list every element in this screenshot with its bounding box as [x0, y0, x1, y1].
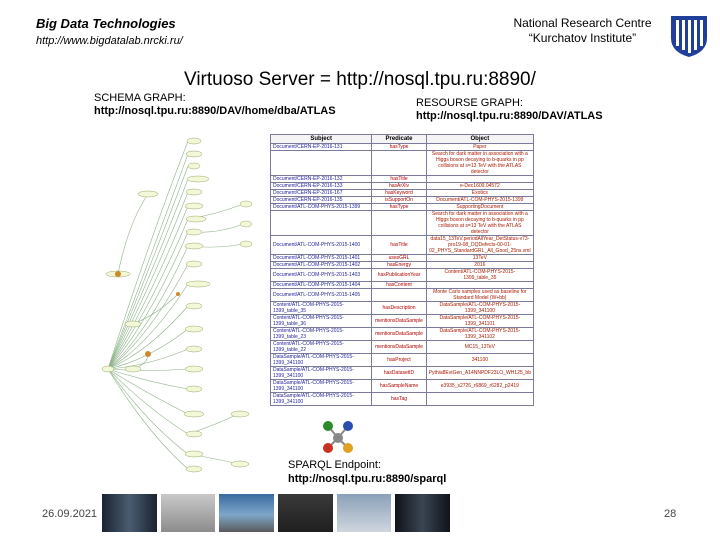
table-cell: Content/ATL-COM-PHYS-2015-1399_table_23	[271, 328, 372, 341]
table-cell: mentionsDataSample	[372, 341, 426, 354]
table-cell	[372, 289, 426, 302]
table-cell: Document/ATL-COM-PHYS-2015-1399	[426, 197, 533, 204]
table-cell: Document/ATL-COM-PHYS-2015-1403	[271, 269, 372, 282]
table-row	[271, 289, 534, 302]
header-org	[500, 16, 665, 46]
table-cell: hasPublicationYear	[372, 269, 426, 282]
table-cell: hasType	[372, 144, 426, 151]
sparql-molecule-icon	[318, 416, 358, 456]
resource-graph-label: RESOURSE GRAPH:	[416, 97, 523, 109]
table-row	[271, 269, 534, 282]
table-cell: Search for dark matter in association with a Higgs boson decaying to b-quarks in pp collisions at s=13 TeV with the ATLAS detector	[426, 211, 533, 236]
table-row	[271, 204, 534, 211]
sparql-endpoint	[288, 458, 446, 486]
table-cell: Paper	[426, 144, 533, 151]
column-header: Object	[426, 135, 533, 144]
table-cell: hasKeyword	[372, 190, 426, 197]
table-cell	[372, 211, 426, 236]
resource-triples-table	[270, 134, 534, 406]
table-cell: DataSample/ATL-COM-PHYS-2015-1399_341100	[271, 367, 372, 380]
table-cell: Document/CERN-EP-2016-131	[271, 144, 372, 151]
org-line1: National Research Centre	[513, 16, 652, 30]
table-cell: hasSampleName	[372, 380, 426, 393]
table-cell: hasEnergy	[372, 262, 426, 269]
table-row	[271, 211, 534, 236]
table-cell: hasDescription	[372, 302, 426, 315]
table-cell: e3935_s2726_r6869_r6282_p2419	[426, 380, 533, 393]
kurchatov-logo-icon	[667, 12, 711, 58]
table-cell: MC15_13TeV	[426, 341, 533, 354]
table-row	[271, 354, 534, 367]
resource-graph-url[interactable]: http://nosql.tpu.ru:8890/DAV/ATLAS	[416, 110, 603, 122]
table-row	[271, 151, 534, 176]
table-cell: hasArXiv	[372, 183, 426, 190]
table-cell: Document/CERN-EP-2016-135	[271, 197, 372, 204]
schema-graph-url[interactable]: http://nosql.tpu.ru:8890/DAV/home/dba/ATLAS	[94, 105, 336, 117]
table-cell	[271, 211, 372, 236]
page-number: 28	[664, 508, 677, 520]
table-cell: hasTag	[372, 393, 426, 406]
datacenter-photo	[161, 494, 216, 532]
table-row	[271, 393, 534, 406]
table-cell: usesGRL	[372, 255, 426, 262]
table-cell: hasContent	[372, 282, 426, 289]
table-cell: Pythia8EvtGen_A14NNPDF23LO_WH125_bb	[426, 367, 533, 380]
table-row	[271, 302, 534, 315]
table-cell: DataSample/ATL-COM-PHYS-2015-1399_341101	[426, 315, 533, 328]
footer-date: 26.09.2021	[42, 508, 98, 520]
table-cell: 13TeV	[426, 255, 533, 262]
header-url[interactable]: http://www.bigdatalab.nrcki.ru/	[36, 35, 183, 47]
table-cell: DataSample/ATL-COM-PHYS-2015-1399_341100	[271, 354, 372, 367]
table-cell: DataSample/ATL-COM-PHYS-2015-1399_341102	[426, 328, 533, 341]
datacenter-photo	[219, 494, 274, 532]
table-cell: Document/CERN-EP-2016-133	[271, 183, 372, 190]
column-header: Subject	[271, 135, 372, 144]
resource-graph-heading	[416, 97, 603, 123]
column-header: Predicate	[372, 135, 426, 144]
table-cell: Document/CERN-EP-2016-132	[271, 176, 372, 183]
table-cell: 341100	[426, 354, 533, 367]
header-left	[36, 16, 183, 47]
table-row	[271, 341, 534, 354]
table-cell: 2016	[426, 262, 533, 269]
table-cell	[271, 151, 372, 176]
table-cell: Document/ATL-COM-PHYS-2015-1402	[271, 262, 372, 269]
table-cell: SupportingDocument	[426, 204, 533, 211]
datacenter-photo	[102, 494, 157, 532]
slide-title: Virtuoso Server = http://nosql.tpu.ru:8890/	[184, 69, 536, 90]
sparql-url[interactable]: http://nosql.tpu.ru:8890/sparql	[288, 473, 447, 485]
datacenter-photo	[337, 494, 392, 532]
table-cell: DataSample/ATL-COM-PHYS-2015-1399_341100	[271, 380, 372, 393]
table-row	[271, 282, 534, 289]
table-row	[271, 190, 534, 197]
header-title: Big Data Technologies	[36, 16, 176, 31]
table-row	[271, 236, 534, 255]
table-row	[271, 262, 534, 269]
photo-strip	[102, 494, 450, 532]
schema-graph-label: SCHEMA GRAPH:	[94, 92, 186, 104]
org-line2: “Kurchatov Institute”	[528, 31, 637, 45]
table-cell: hasTitle	[372, 176, 426, 183]
table-row	[271, 183, 534, 190]
table-cell: Document/ATL-COM-PHYS-2015-1404	[271, 282, 372, 289]
table-row	[271, 176, 534, 183]
table-cell: isSupportOn	[372, 197, 426, 204]
table-cell	[372, 151, 426, 176]
table-cell: Document/ATL-COM-PHYS-2015-1401	[271, 255, 372, 262]
table-cell: Content/ATL-COM-PHYS-2015-1399_table_35	[426, 269, 533, 282]
schema-graph-heading	[94, 92, 336, 118]
table-cell	[426, 393, 533, 406]
datacenter-photo	[395, 494, 450, 532]
table-cell: Exotics	[426, 190, 533, 197]
table-cell: Document/ATL-COM-PHYS-2015-1399	[271, 204, 372, 211]
table-row	[271, 144, 534, 151]
table-cell	[426, 176, 533, 183]
table-cell: Search for dark matter in association with a Higgs boson decaying to b-quarks in pp collisions at s=13 TeV with the ATLAS detector	[426, 151, 533, 176]
table-cell: Content/ATL-COM-PHYS-2015-1399_table_22	[271, 341, 372, 354]
table-row	[271, 315, 534, 328]
sparql-label: SPARQL Endpoint:	[288, 459, 381, 471]
table-cell: Document/ATL-COM-PHYS-2015-1400	[271, 236, 372, 255]
table-cell: Document/ATL-COM-PHYS-2015-1405	[271, 289, 372, 302]
table-cell: hasType	[372, 204, 426, 211]
table-cell: hasTitle	[372, 236, 426, 255]
datacenter-photo	[278, 494, 333, 532]
table-row	[271, 367, 534, 380]
table-cell: Content/ATL-COM-PHYS-2015-1399_table_36	[271, 315, 372, 328]
embedded-slide	[86, 66, 603, 490]
table-row	[271, 380, 534, 393]
table-row	[271, 328, 534, 341]
table-cell: hasDatasetID	[372, 367, 426, 380]
table-cell: DataSample/ATL-COM-PHYS-2015-1399_341100	[271, 393, 372, 406]
table-row	[271, 197, 534, 204]
table-cell	[426, 282, 533, 289]
table-cell: Content/ATL-COM-PHYS-2015-1399_table_35	[271, 302, 372, 315]
table-cell: DataSample/ATL-COM-PHYS-2015-1399_341100	[426, 302, 533, 315]
table-cell: data15_13TeV.periodAllYear_DetStatus-v73-pro19-08_DQDefects-00-01-02_PHYS_StandardGRL_All_Good_25ns.xml	[426, 236, 533, 255]
schema-graph-diagram	[88, 124, 266, 484]
table-cell: hasProject	[372, 354, 426, 367]
table-cell: Monte Carlo samples used as baseline for Standard Model (W+bb)	[426, 289, 533, 302]
table-cell: Document/CERN-EP-2016-167	[271, 190, 372, 197]
table-cell: e-Dec1609.04572	[426, 183, 533, 190]
table-cell: mentionsDataSample	[372, 315, 426, 328]
table-row	[271, 255, 534, 262]
table-cell: mentionsDataSample	[372, 328, 426, 341]
